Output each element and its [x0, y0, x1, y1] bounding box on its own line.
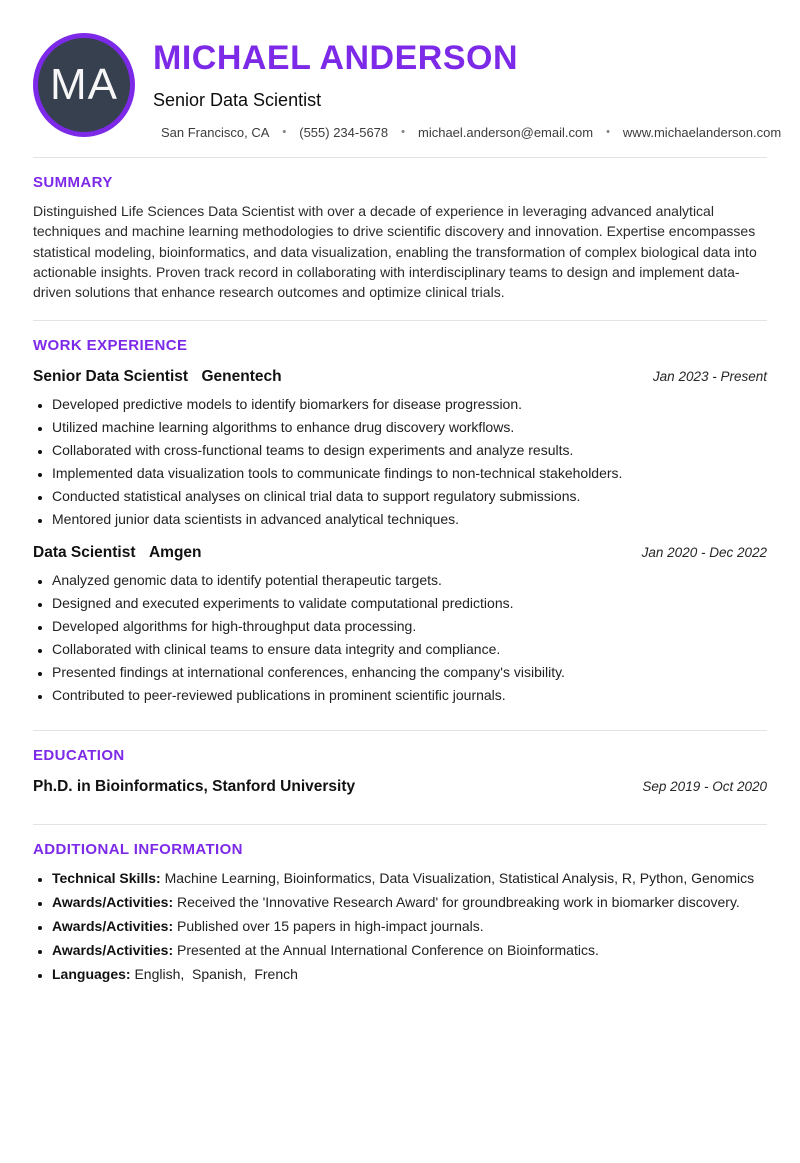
contact-row [153, 124, 782, 140]
job-bullet: • Conducted statistical analyses on clinical trial data to support regulatory submissions. [52, 487, 767, 507]
job-bullet: • Mentored junior data scientists in advanced analytical techniques. [52, 510, 767, 530]
avatar [33, 33, 135, 137]
dot-separator-icon: • [401, 126, 405, 139]
job-title-line [33, 368, 282, 386]
summary-heading: SUMMARY [33, 173, 113, 191]
info-label: Awards/Activities: [52, 893, 174, 910]
additional-info-item [52, 941, 767, 961]
job-bullet: • Collaborated with clinical teams to ensure data integrity and compliance. [52, 640, 767, 660]
resume-header [33, 33, 782, 140]
education-dates: Sep 2019 - Oct 2020 [642, 778, 767, 794]
job-entry [33, 368, 767, 530]
resume-page [0, 33, 800, 985]
job-dates: Jan 2020 - Dec 2022 [641, 544, 767, 560]
dot-separator-icon: • [282, 126, 287, 139]
dot-separator-icon: • [606, 126, 610, 139]
contact-location: San Francisco, CA [161, 124, 270, 140]
job-bullet-list [33, 395, 767, 530]
section-summary [33, 174, 767, 303]
summary-text: Distinguished Life Sciences Data Scientist with over a decade of experience in leveraging advanced analytical techniques and machine learning methodologies to drive scientific discovery and innovation. Expertise encompasses statistical modeling, bioinformatics, and data visualization, enabling the transformation of complex biological data into actionable insights. Proven track record in collaborating with interdisciplinary teams to design and implement data-driven solutions that enhance research outcomes and optimize clinical trials. [33, 202, 757, 301]
info-text: Published over 15 papers in high-impact journals. [177, 918, 484, 935]
info-label: Awards/Activities: [52, 918, 174, 935]
job-company: Genentech [201, 367, 282, 385]
additional-info-item [52, 965, 767, 985]
additional-info-item [52, 893, 767, 913]
additional-info-item [52, 869, 767, 889]
section-divider [33, 824, 767, 825]
job-bullet: • Analyzed genomic data to identify potential therapeutic targets. [52, 571, 767, 591]
section-divider [33, 320, 767, 321]
education-entry [33, 778, 767, 796]
job-entry [33, 544, 767, 706]
job-bullet: • Designed and executed experiments to validate computational predictions. [52, 594, 767, 614]
job-bullet: • Implemented data visualization tools to communicate findings to non-technical stakeholders. [52, 464, 767, 484]
additional-info-list [33, 869, 767, 985]
job-bullet: • Developed predictive models to identify biomarkers for disease progression. [52, 395, 767, 415]
job-bullet: • Developed algorithms for high-throughput data processing. [52, 617, 767, 637]
job-bullet-list [33, 571, 767, 706]
job-bullet: • Presented findings at international conferences, enhancing the company's visibility. [52, 663, 767, 683]
job-header [33, 368, 767, 386]
section-divider [33, 730, 767, 731]
job-company: Amgen [148, 543, 202, 561]
info-text: Presented at the Annual International Conference on Bioinformatics. [177, 942, 599, 959]
job-role: Data Scientist [33, 543, 136, 561]
additional-info-item [52, 917, 767, 937]
job-bullet: • Contributed to peer-reviewed publications in prominent scientific journals. [52, 686, 767, 706]
candidate-title: Senior Data Scientist [153, 89, 322, 110]
info-text: English, Spanish, French [134, 966, 298, 983]
info-text: Received the 'Innovative Research Award' for groundbreaking work in biomarker discovery. [177, 893, 740, 910]
job-bullet: • Collaborated with cross-functional teams to design experiments and analyze results. [52, 441, 767, 461]
section-education [33, 747, 767, 796]
contact-website: www.michaelanderson.com [622, 124, 782, 140]
work-experience-heading: WORK EXPERIENCE [33, 336, 188, 354]
section-additional-information [33, 841, 767, 985]
info-label: Languages: [52, 966, 131, 983]
candidate-name: MICHAEL ANDERSON [153, 39, 519, 77]
contact-email: michael.anderson@email.com [418, 124, 594, 140]
degree: Ph.D. in Bioinformatics, Stanford University [33, 777, 356, 795]
avatar-initials: MA [50, 60, 118, 109]
contact-phone: (555) 234-5678 [299, 124, 389, 140]
info-label: Awards/Activities: [52, 942, 174, 959]
section-work-experience [33, 337, 767, 706]
section-divider [33, 157, 767, 158]
job-role: Senior Data Scientist [33, 367, 189, 385]
job-dates: Jan 2023 - Present [652, 368, 767, 384]
job-title-line [33, 544, 202, 562]
info-label: Technical Skills: [52, 869, 161, 886]
header-text [153, 33, 782, 140]
education-heading: EDUCATION [33, 746, 125, 764]
info-text: Machine Learning, Bioinformatics, Data Visualization, Statistical Analysis, R, Python, Genomics [164, 869, 755, 886]
additional-information-heading: ADDITIONAL INFORMATION [33, 840, 243, 858]
job-header [33, 544, 767, 562]
job-bullet: • Utilized machine learning algorithms to enhance drug discovery workflows. [52, 418, 767, 438]
